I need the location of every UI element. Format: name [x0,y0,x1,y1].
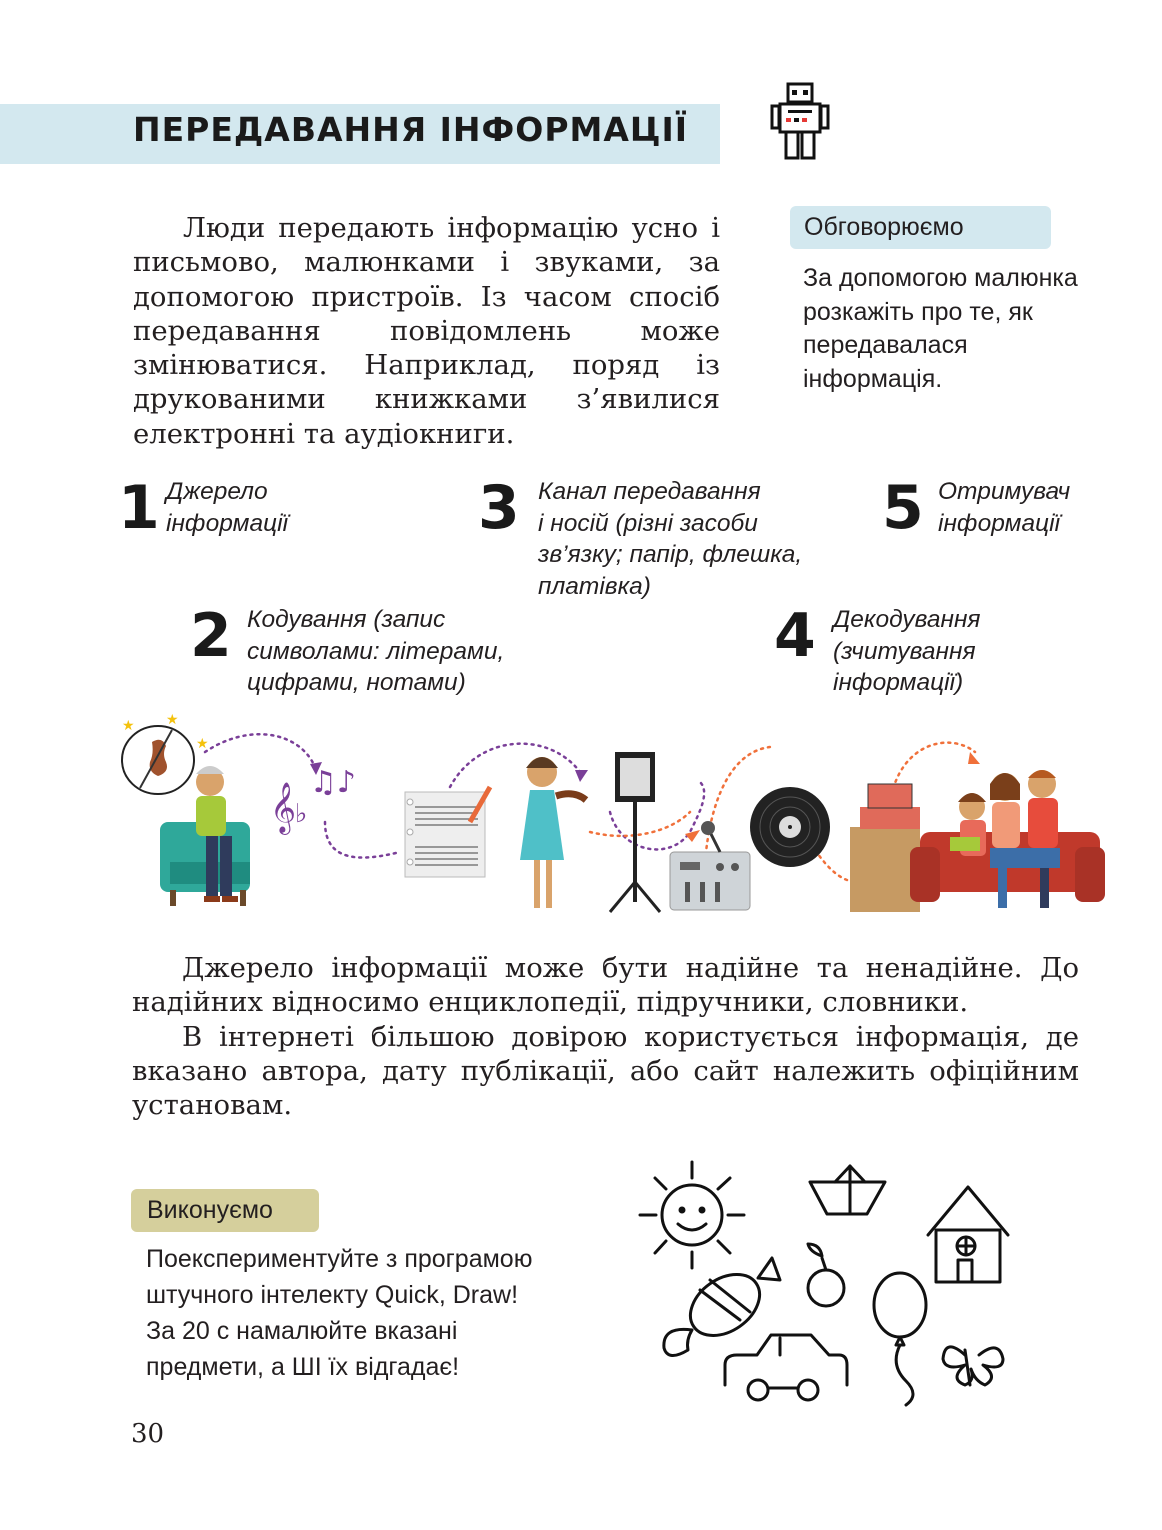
discuss-badge: Обговорюємо [790,206,1051,249]
robot-icon [770,82,832,162]
svg-text:★: ★ [122,717,135,733]
page-number: 30 [131,1419,165,1449]
sun-doodle [640,1162,744,1268]
step-text-4: Декодування (зчитування інформації) [833,606,981,696]
doodle-drawings [630,1160,1110,1410]
step-number-3: 3 [478,473,520,543]
svg-text:★: ★ [196,735,209,751]
reliability-paragraph-1: Джерело інформації може бути надійне та ненадійне. До надійних відносимо енциклопедії, підручники, словники. [132,952,1079,1019]
step-text-3: Канал передавання і носій (різні засоби зв’язку; папір, флешка, платівка) [538,478,803,600]
svg-text:♭: ♭ [295,799,308,829]
svg-text:♫♪: ♫♪ [310,765,357,800]
step-number-5: 5 [882,473,924,543]
step-text-5: Отримувач інформації [938,478,1071,537]
svg-text:★: ★ [166,712,179,727]
step-number-4: 4 [774,601,816,671]
reliability-text [132,951,1079,1122]
task-badge: Виконуємо [131,1189,319,1232]
step-number-2: 2 [190,601,232,671]
svg-text:𝄞: 𝄞 [270,782,297,833]
step-text-1: Джерело інформації [166,478,288,537]
intro-paragraph: Люди передають інформацію усно і письмово, малюнками і звуками, за допомогою пристроїв. Із часом спосіб передавання повідомлень може змінюватися. Наприклад, поряд із друкованими книжками з’явилися електронні та аудіокниги. [133,212,720,450]
task-text: Поекспериментуйте з програмою штучного інтелекту Quick, Draw! За 20 с намалюйте вказані предмети, а ШІ їх відгадає! [146,1245,533,1381]
communication-illustration [110,712,1110,922]
page-title: ПЕРЕДАВАННЯ ІНФОРМАЦІЇ [133,110,689,149]
step-text-2: Кодування (запис символами: літерами, цифрами, нотами) [247,606,505,696]
reliability-paragraph-2: В інтернеті більшою довірою користується інформація, де вказано автора, дату публікації, або сайт належить офіційним установам. [132,1020,1079,1122]
step-number-1: 1 [118,473,160,543]
discuss-text: За допомогою малюнка розкажіть про те, як передавалася інформація. [803,264,1078,393]
